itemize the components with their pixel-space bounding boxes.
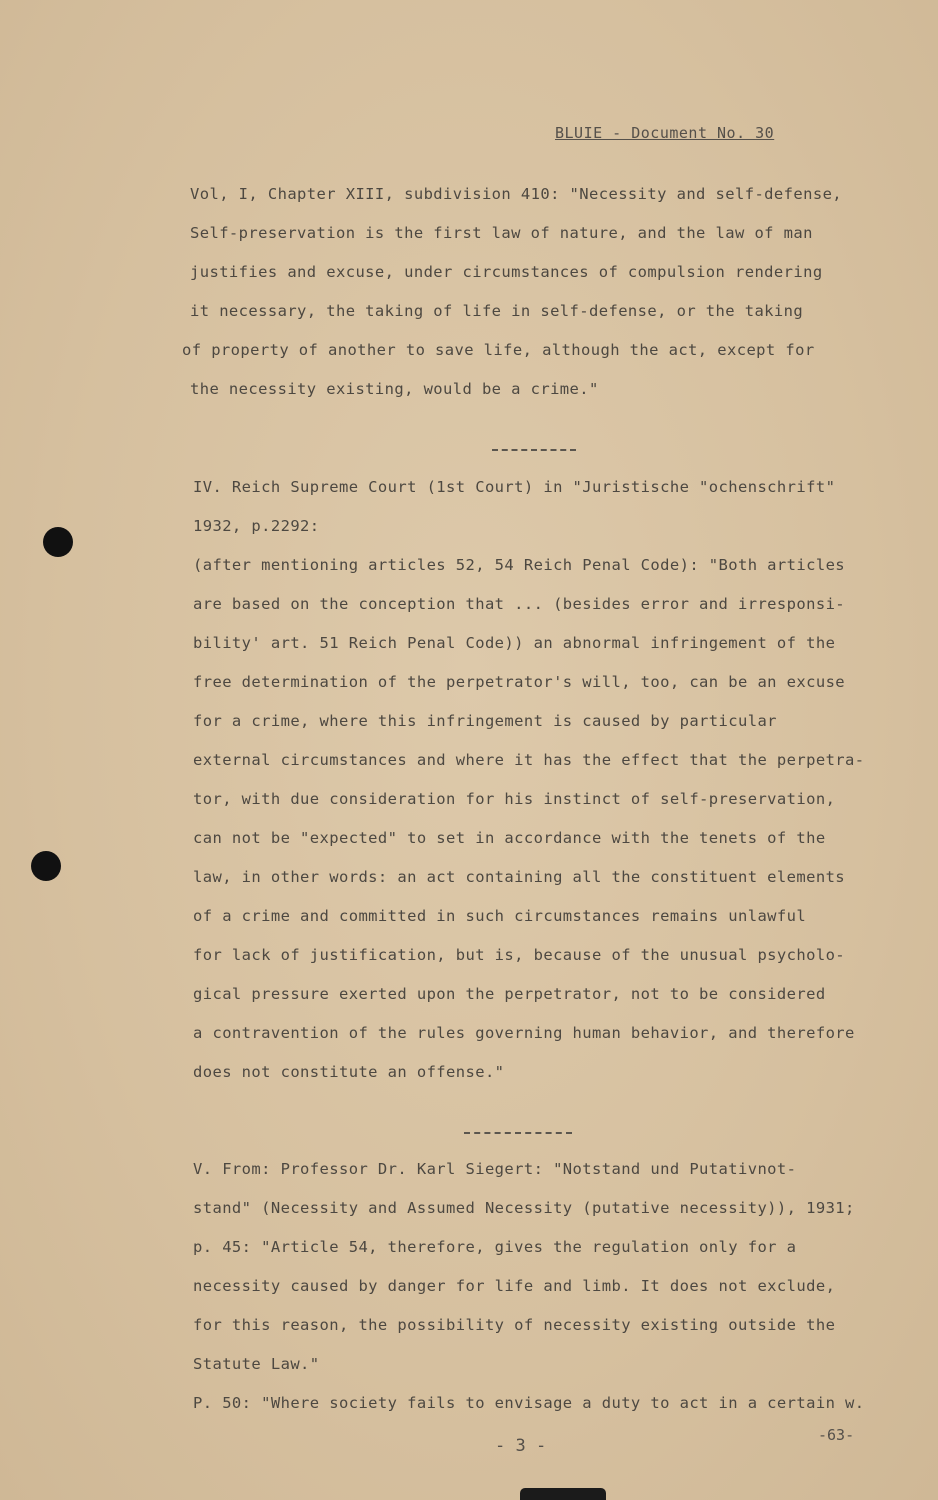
text-line: of property of another to save life, although the act, except for	[182, 341, 815, 359]
text-line: stand" (Necessity and Assumed Necessity (putative necessity)), 1931;	[193, 1199, 855, 1217]
section-divider	[492, 449, 576, 451]
punch-hole	[31, 851, 61, 881]
text-line: justifies and excuse, under circumstances of compulsion rendering	[190, 263, 823, 281]
text-line: 1932, p.2292:	[193, 517, 320, 535]
section-divider	[464, 1132, 572, 1134]
text-line: free determination of the perpetrator's will, too, can be an excuse	[193, 673, 846, 691]
text-line: V. From: Professor Dr. Karl Siegert: "Notstand und Putativnot-	[193, 1160, 797, 1178]
text-line: gical pressure exerted upon the perpetrator, not to be considered	[193, 985, 826, 1003]
text-line: of a crime and committed in such circumstances remains unlawful	[193, 907, 807, 925]
text-line: necessity caused by danger for life and limb. It does not exclude,	[193, 1277, 836, 1295]
text-line: law, in other words: an act containing all the constituent elements	[193, 868, 846, 886]
text-line: for lack of justification, but is, because of the unusual psycholo-	[193, 946, 846, 964]
document-reference: BLUIE - Document No. 30	[555, 124, 775, 142]
text-line: IV. Reich Supreme Court (1st Court) in "Juristische "ochenschrift"	[193, 478, 836, 496]
text-line: a contravention of the rules governing human behavior, and therefore	[193, 1024, 855, 1042]
text-line: p. 45: "Article 54, therefore, gives the regulation only for a	[193, 1238, 797, 1256]
punch-hole	[43, 527, 73, 557]
text-line: bility' art. 51 Reich Penal Code)) an abnormal infringement of the	[193, 634, 836, 652]
text-line: can not be "expected" to set in accordance with the tenets of the	[193, 829, 826, 847]
text-line: tor, with due consideration for his instinct of self-preservation,	[193, 790, 836, 808]
page-number: -63-	[818, 1426, 855, 1444]
text-line: for this reason, the possibility of necessity existing outside the	[193, 1316, 836, 1334]
binding-mark	[520, 1488, 606, 1500]
text-line: are based on the conception that ... (besides error and irresponsi-	[193, 595, 846, 613]
text-line: Self-preservation is the first law of nature, and the law of man	[190, 224, 813, 242]
text-line: (after mentioning articles 52, 54 Reich Penal Code): "Both articles	[193, 556, 846, 574]
text-line: it necessary, the taking of life in self-defense, or the taking	[190, 302, 804, 320]
text-line: P. 50: "Where society fails to envisage a duty to act in a certain w.	[193, 1394, 865, 1412]
page-label: - 3 -	[495, 1436, 547, 1456]
text-line: Vol, I, Chapter XIII, subdivision 410: "Necessity and self-defense,	[190, 185, 843, 203]
text-line: external circumstances and where it has the effect that the perpetra-	[193, 751, 865, 769]
text-line: the necessity existing, would be a crime."	[190, 380, 599, 398]
text-line: for a crime, where this infringement is caused by particular	[193, 712, 777, 730]
text-line: Statute Law."	[193, 1355, 320, 1373]
text-line: does not constitute an offense."	[193, 1063, 505, 1081]
